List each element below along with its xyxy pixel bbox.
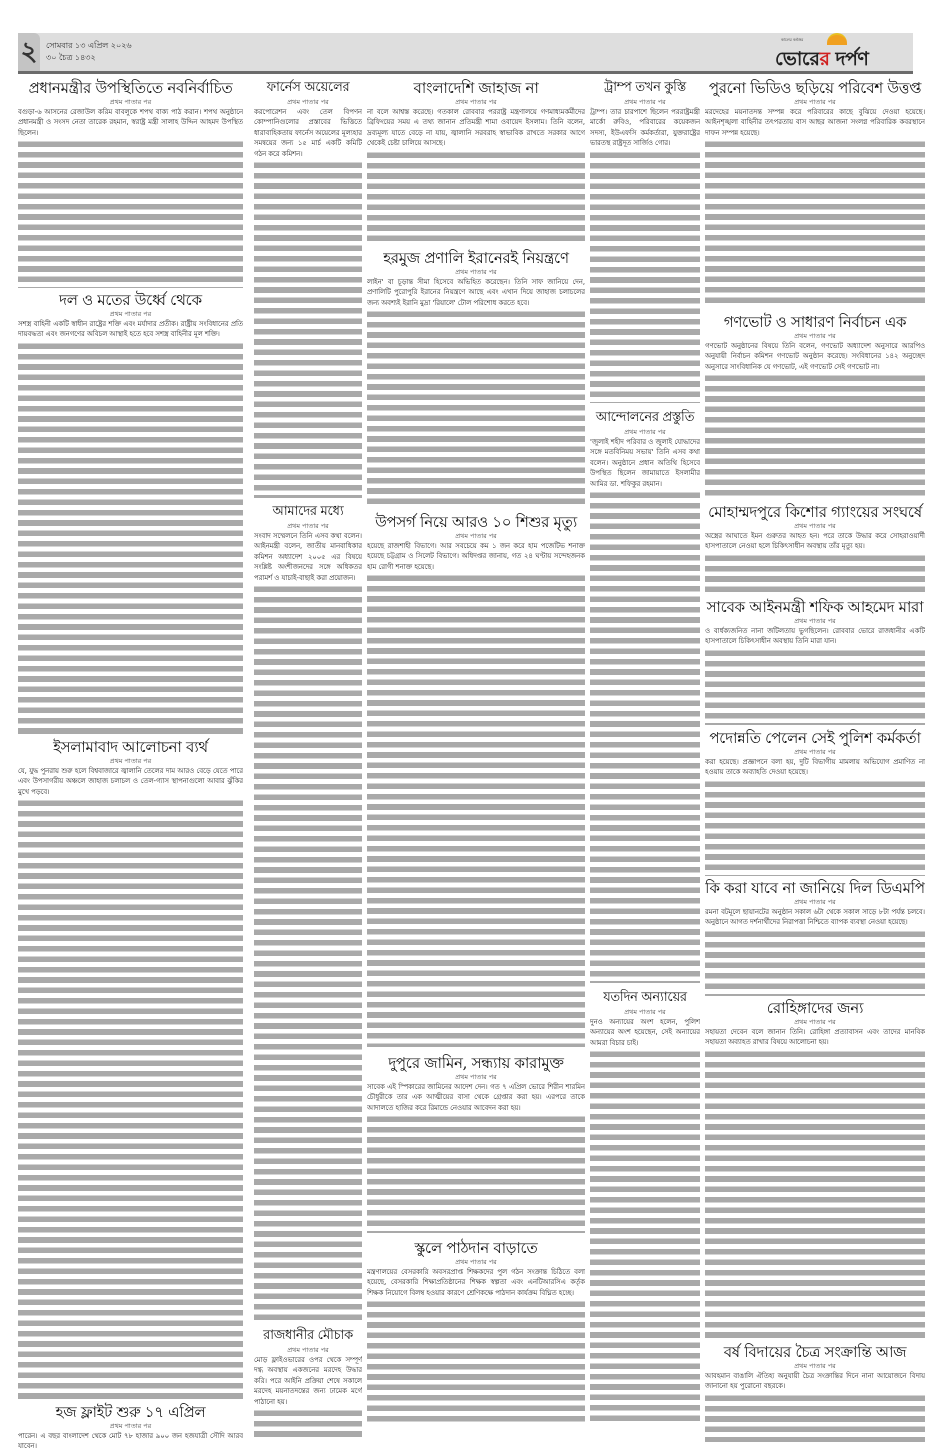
article-text-continuation: [705, 779, 925, 876]
article-text-continuation: [705, 1049, 925, 1338]
article-headline: আন্দোলনের প্রস্তুতি: [595, 410, 695, 425]
article-body: হয়েছে রাজশাহী বিভাগে। আর সবচেয়ে কম ১ জন করে হাম পজেটিভ শনাক্ত হয়েছে চট্টগ্রাম ও সিলেট বিভাগে। অধিদপ্তর জানায়, গত ২৪ ঘণ্টায় সন্দেহজনক হাম রোগী শনাক্ত হয়েছে।: [367, 542, 585, 571]
continued-label: প্রথম পাতার পর: [287, 1346, 329, 1354]
article-jahaj: [367, 78, 585, 246]
article-borsho: [705, 1342, 925, 1442]
article-headline: হজ ফ্লাইট শুরু ১৭ এপ্রিল: [55, 1403, 206, 1421]
continued-label: প্রথম পাতার পর: [794, 617, 836, 625]
continued-label: প্রথম পাতার পর: [794, 522, 836, 530]
article-headline: হরমুজ প্রণালি ইরানেরই নিয়ন্ত্রণে: [383, 249, 569, 267]
article-dupure: [367, 1053, 585, 1233]
article-hajj: [18, 1402, 243, 1450]
article-headline: গণভোট ও সাধারণ নির্বাচন এক: [723, 313, 907, 331]
article-body: সহায়তা দেবেন বলে জানান তিনি। রোহিঙ্গা প্রত্যাবাসন এবং তাদের মানবিক সহায়তা অব্যাহত রাখার বিষয়ে আলোচনা হয়।: [705, 1028, 925, 1047]
article-body: রমনা বটমূলে ছায়ানটের অনুষ্ঠান সকাল ৬টা থেকে সকাল সাড়ে ৮টা পর্যন্ত চলবে। অনুষ্ঠানে আগত দর্শনার্থীদের নিরাপত্তা নিশ্চিতে ব্যাপক ব্যবস্থা নেওয়া হয়েছে।: [705, 908, 925, 927]
article-body: করপোরেশন এবং তেল বিপণন কোম্পানিগুলোর প্রস্তাবের ভিত্তিতে ধারাবাহিকতায় ফার্নেস অয়েলের মূল্যহার সমন্বয়ের জন্য ১৫ মার্চ একটি কমিটি গঠন করে কমিশন।: [254, 108, 362, 158]
article-text-continuation: [367, 150, 585, 246]
article-headline: যতদিন অন্যায়ের: [603, 990, 687, 1005]
continued-label: প্রথম পাতার পর: [287, 98, 329, 106]
article-islamabad: [18, 737, 243, 1400]
article-headline: সাবেক আইনমন্ত্রী শফিক আহমেদ মারা: [706, 598, 924, 616]
article-text-continuation: [367, 309, 585, 508]
article-text-continuation: [18, 341, 243, 735]
article-text-continuation: [590, 490, 700, 983]
article-text-continuation: [254, 160, 362, 498]
continued-label: প্রথম পাতার পর: [109, 757, 152, 765]
article-text-continuation: [705, 929, 925, 996]
article-text-continuation: [705, 1393, 925, 1442]
article-headline: মোহাম্মদপুরে কিশোর গ্যাংয়ের সংঘর্ষে: [708, 503, 922, 521]
continued-label: প্রথম পাতার পর: [455, 98, 497, 106]
article-headline: রাজধানীর মৌচাক: [263, 1328, 353, 1343]
article-headline: প্রধানমন্ত্রীর উপস্থিতিতে নবনির্বাচিত: [28, 79, 233, 97]
article-headline: উপসর্গ নিয়ে আরও ১০ শিশুর মৃত্যু: [375, 513, 577, 531]
article-body: আবহমান বাঙালি ঐতিহ্য অনুযায়ী চৈত্র সংক্রান্তির দিনে নানা আয়োজনে বিদায় জানানো হয় পুরোনো বছরকে।: [705, 1372, 925, 1391]
logo-tagline: কালের কণ্ঠস্বর: [781, 37, 804, 42]
article-rohingya: [705, 998, 925, 1338]
article-headline: বর্ষ বিদায়ের চৈত্র সংক্রান্তি আজ: [723, 1343, 907, 1361]
article-hormuz: [367, 248, 585, 508]
article-rajdhani: [254, 1326, 362, 1438]
sun-icon: [827, 33, 847, 45]
continued-label: প্রথম পাতার পর: [794, 1018, 836, 1026]
logo-name: ভোরের দর্পণ: [775, 48, 869, 70]
article-furnace: [254, 78, 362, 498]
article-headline: দল ও মতের উর্ধ্বে থেকে: [59, 291, 202, 309]
article-headline: পদোন্নতি পেলেন সেই পুলিশ কর্মকর্তা: [709, 729, 921, 747]
article-headline: কি করা যাবে না জানিয়ে দিল ডিএমপি: [705, 879, 925, 897]
article-pm: [18, 78, 243, 288]
article-mohammadpur: [705, 502, 925, 594]
article-body: মন্ত্রণালয়ের বেসরকারি অবসরপ্রাপ্ত শিক্ষকদের পুল গঠন সংক্রান্ত চিঠিতে বলা হয়েছে, বেসরকারি শিক্ষাপ্রতিষ্ঠানের শিক্ষক স্বল্পতা এবং এনটিআরসিএ কর্তৃক শিক্ষক নিয়োগে বিলম্ব হওয়ার কারণে শ্রেণিকক্ষে পাঠদান কার্যক্রম বিঘ্নিত হচ্ছে।: [367, 1268, 585, 1297]
article-andolon: [590, 408, 700, 983]
continued-label: প্রথম পাতার পর: [794, 98, 836, 106]
article-text-continuation: [590, 150, 700, 403]
date-gregorian: সোমবার ১৩ এপ্রিল ২০২৬: [46, 41, 132, 50]
article-text-continuation: [18, 798, 243, 1400]
article-text-continuation: [705, 373, 925, 500]
article-headline: ট্রাম্প তখন কুস্তি: [604, 80, 686, 95]
article-body: পারেন। এ বছর বাংলাদেশ থেকে মোট ৭৮ হাজার ৯০০ জন হজযাত্রী সৌদি আরব যাবেন।: [18, 1432, 243, 1450]
article-text-continuation: [254, 1408, 362, 1438]
article-body: যে, যুদ্ধ পুনরায় শুরু হলে বিশ্ববাজারে জ্বালানি তেলের দাম আরও বেড়ে যেতে পারে এবং উপসাগরীয় অঞ্চলে জাহাজ চলাচল ও তেল-গ্যাস স্থাপনাগুলো আবার ঝুঁকির মুখে পড়বে।: [18, 767, 243, 796]
continued-label: প্রথম পাতার পর: [794, 1362, 836, 1370]
article-body: দুনও অন্যায়ের অংশ হলেন, পুলিশ অন্যায়ের অংশ হয়েছেন, সেই অন্যায়ের আমরা বিচার চাই।: [590, 1018, 700, 1047]
article-text-continuation: [590, 1049, 700, 1423]
article-headline: ফার্নেস অয়েলের: [266, 80, 350, 95]
article-text-continuation: [18, 139, 243, 288]
continued-label: প্রথম পাতার পর: [624, 98, 666, 106]
continued-label: প্রথম পাতার পর: [455, 532, 497, 540]
article-text-continuation: [705, 648, 925, 725]
article-dol: [18, 290, 243, 735]
article-headline: আমাদের মধ্যে: [272, 504, 344, 519]
article-upsorgo: [367, 512, 585, 1047]
continued-label: প্রথম পাতার পর: [455, 1258, 497, 1266]
continued-label: প্রথম পাতার পর: [455, 1073, 497, 1081]
article-text-continuation: [367, 1299, 585, 1423]
article-amader: [254, 502, 362, 1322]
date-bengali: ৩০ চৈত্র ১৪৩২: [46, 53, 96, 62]
article-text-continuation: [254, 584, 362, 1322]
article-body: অস্ত্রের আঘাতে ইমন গুরুতর আহত হন। পরে তাকে উদ্ধার করে সোহরাওয়ার্দী হাসপাতালে নেওয়া হলে চিকিৎসাধীন অবস্থায় তাঁর মৃত্যু হয়।: [705, 532, 925, 551]
continued-label: প্রথম পাতার পর: [109, 98, 152, 106]
continued-label: প্রথম পাতার পর: [109, 1422, 152, 1430]
continued-label: প্রথম পাতার পর: [794, 898, 836, 906]
continued-label: প্রথম পাতার পর: [794, 332, 836, 340]
article-body: গণভোট অনুষ্ঠানের বিষয়ে তিনি বলেন, গণভোট অধ্যাদেশ অনুসারে আরপিও অনুযায়ী নির্বাচন কমিশন গণভোট অনুষ্ঠান করেছে। সংবিধানের ১৪২ অনুচ্ছেদ অনুসারে সাংবিধানিক যে গণভোট, এই গণভোট সেই গণভোট না।: [705, 342, 925, 371]
newspaper-logo: [775, 35, 895, 69]
article-body: সংবাদ সম্মেলনে তিনি এসব কথা বলেন। আইনমন্ত্রী বলেন, জাতীয় মানবাধিকার কমিশন অধ্যাদেশ ২০০৫ এর বিষয়ে সংশ্লিষ্ট অংশীজনদের সঙ্গে অধিকতর পরামর্শ ও যাচাই-বাছাই করা প্রয়োজন।: [254, 532, 362, 582]
article-body: ও বার্ধক্যজনিত নানা জটিলতায় ভুগছিলেন। রোববার ভোরে রাজধানীর একটি হাসপাতালে চিকিৎসাধীন অবস্থায় তিনি মারা যান।: [705, 627, 925, 646]
article-kikora: [705, 878, 925, 996]
article-body: 'জুলাই শহীদ পরিবার ও জুলাই যোদ্ধাদের সঙ্গে মতবিনিময় সভায়' তিনি এসব কথা বলেন। অনুষ্ঠানে প্রধান অতিথি হিসেবে উপস্থিত ছিলেন জামায়াতে ইসলামীর আমির ডা. শফিকুর রহমান।: [590, 438, 700, 488]
article-body: মরদেহের ময়নাতদন্ত সম্পন্ন করে পরিবারের কাছে বুঝিয়ে দেওয়া হয়েছে। আইনশৃঙ্খলা বাহিনীর তৎপরতায় বাস আছর আজনা সংলগ্ন পরিবারিক কবরস্থানে দাফন সম্পন্ন হয়েছে।: [705, 108, 925, 137]
article-body: মোড় ফ্লাইওভারের ওপর থেকে সম্পূর্ণ দগ্ধ অবস্থায় একজনের মরদেহ উদ্ধার করি। পরে আইনি প্রক্রিয়া শেষে সকালে মরদেহ ময়নাতদন্তের জন্য ঢামেক মর্গে পাঠানো হয়।: [254, 1356, 362, 1406]
article-body: করা হয়েছে। প্রজ্ঞাপনে বলা হয়, দুটি বিভাগীয় মামলায় অভিযোগ প্রমাণিত না হওয়ায় তাকে অব্যাহতি দেওয়া হয়েছে।: [705, 758, 925, 777]
article-jotodin: [590, 988, 700, 1423]
continued-label: প্রথম পাতার পর: [287, 522, 329, 530]
article-headline: রোহিঙ্গাদের জন্য: [766, 999, 864, 1017]
article-gonovote: [705, 312, 925, 500]
article-podonnoti: [705, 728, 925, 876]
article-headline: স্কুলে পাঠদান বাড়াতে: [414, 1239, 538, 1257]
article-headline: দুপুরে জামিন, সন্ধ্যায় কারামুক্ত: [388, 1054, 564, 1072]
dateline: [46, 40, 132, 64]
article-school: [367, 1238, 585, 1423]
article-headline: ইসলামাবাদ আলোচনা ব্যর্থ: [53, 738, 208, 756]
article-trump: [590, 78, 700, 403]
article-body: লাইন' বা চূড়ান্ত সীমা হিসেবে অভিহিত করেছেন। তিনি সাফ জানিয়ে দেন, প্রণালিটি পুরোপুরি ইরানের নিয়ন্ত্রণে আছে এবং এখান দিয়ে জাহাজ চলাচলের জন্য অবশ্যই ইরানি মুদ্রা 'রিয়ালে' টোল পরিশোধ করতে হবে।: [367, 278, 585, 307]
article-body: সাবেক এই স্পিকারের জামিনের আদেশ দেন। গত ৭ এপ্রিল ভোরে শিরীন শারমিন চৌধুরীকে তার এক আত্মীয়ের বাসা থেকে গ্রেপ্তার করা হয়। এরপরে তাকে আদালতে হাজির করে রিমান্ডে নেওয়ার আবেদন করা হয়।: [367, 1083, 585, 1112]
article-text-continuation: [705, 553, 925, 594]
article-purono: [705, 78, 925, 308]
continued-label: প্রথম পাতার পর: [624, 1008, 666, 1016]
article-sabek: [705, 597, 925, 725]
article-body: না বলে আশ্বস্ত করেছে। গতকাল রোববার পররাষ্ট্র মন্ত্রণালয়ে গণমাধ্যমকর্মীদের ব্রিফিংয়ের সময় এ তথ্য জানান প্রতিমন্ত্রী শামা ওবায়েদ ইসলাম। তিনি বলেন, দ্রব্যমূল্য যাতে বেড়ে না যায়, জ্বালানি সরবরাহ স্বাভাবিক রাখতে সরকার আগে থেকেই চেষ্টা চালিয়ে আসছে।: [367, 108, 585, 148]
article-body: ট্রাম্প। তার চারপাশে ছিলেন পররাষ্ট্রমন্ত্রী মার্কো রুবিও, পরিবারের কয়েকজন সদস্য, ইউএফসি কর্মকর্তারা, যুক্তরাষ্ট্রের ভারতস্থ রাষ্ট্রদূত সার্জিও গোর।: [590, 108, 700, 148]
continued-label: প্রথম পাতার পর: [109, 310, 152, 318]
continued-label: প্রথম পাতার পর: [794, 748, 836, 756]
article-text-continuation: [367, 573, 585, 1047]
article-headline: পুরনো ভিডিও ছড়িয়ে পরিবেশ উত্তপ্ত: [708, 79, 922, 97]
page-number: ২: [18, 33, 40, 71]
article-body: বগুড়া-৬ আসনের রেজাউল করিম বাবলুকে শপথ বাক্য পাঠ করান। শপথ অনুষ্ঠানে প্রধানমন্ত্রী ও সংসদ নেতা তারেক রহমান, স্বরাষ্ট্র মন্ত্রী সালাহ উদ্দিন আহমদ উপস্থিত ছিলেন।: [18, 108, 243, 137]
masthead: [18, 33, 913, 74]
continued-label: প্রথম পাতার পর: [624, 428, 666, 436]
article-text-continuation: [705, 139, 925, 308]
continued-label: প্রথম পাতার পর: [455, 268, 497, 276]
article-headline: বাংলাদেশি জাহাজ না: [413, 79, 539, 97]
article-text-continuation: [367, 1114, 585, 1233]
article-body: সশস্ত্র বাহিনী একটি স্বাধীন রাষ্ট্রের শক্তি এবং মর্যাদার প্রতীক। রাষ্ট্রীয় সংবিধানের প্রতি দায়বদ্ধতা এবং জনগণের অবিচল আস্থাই হতে হবে সশস্ত্র বাহিনীর মূল শক্তি।: [18, 320, 243, 339]
